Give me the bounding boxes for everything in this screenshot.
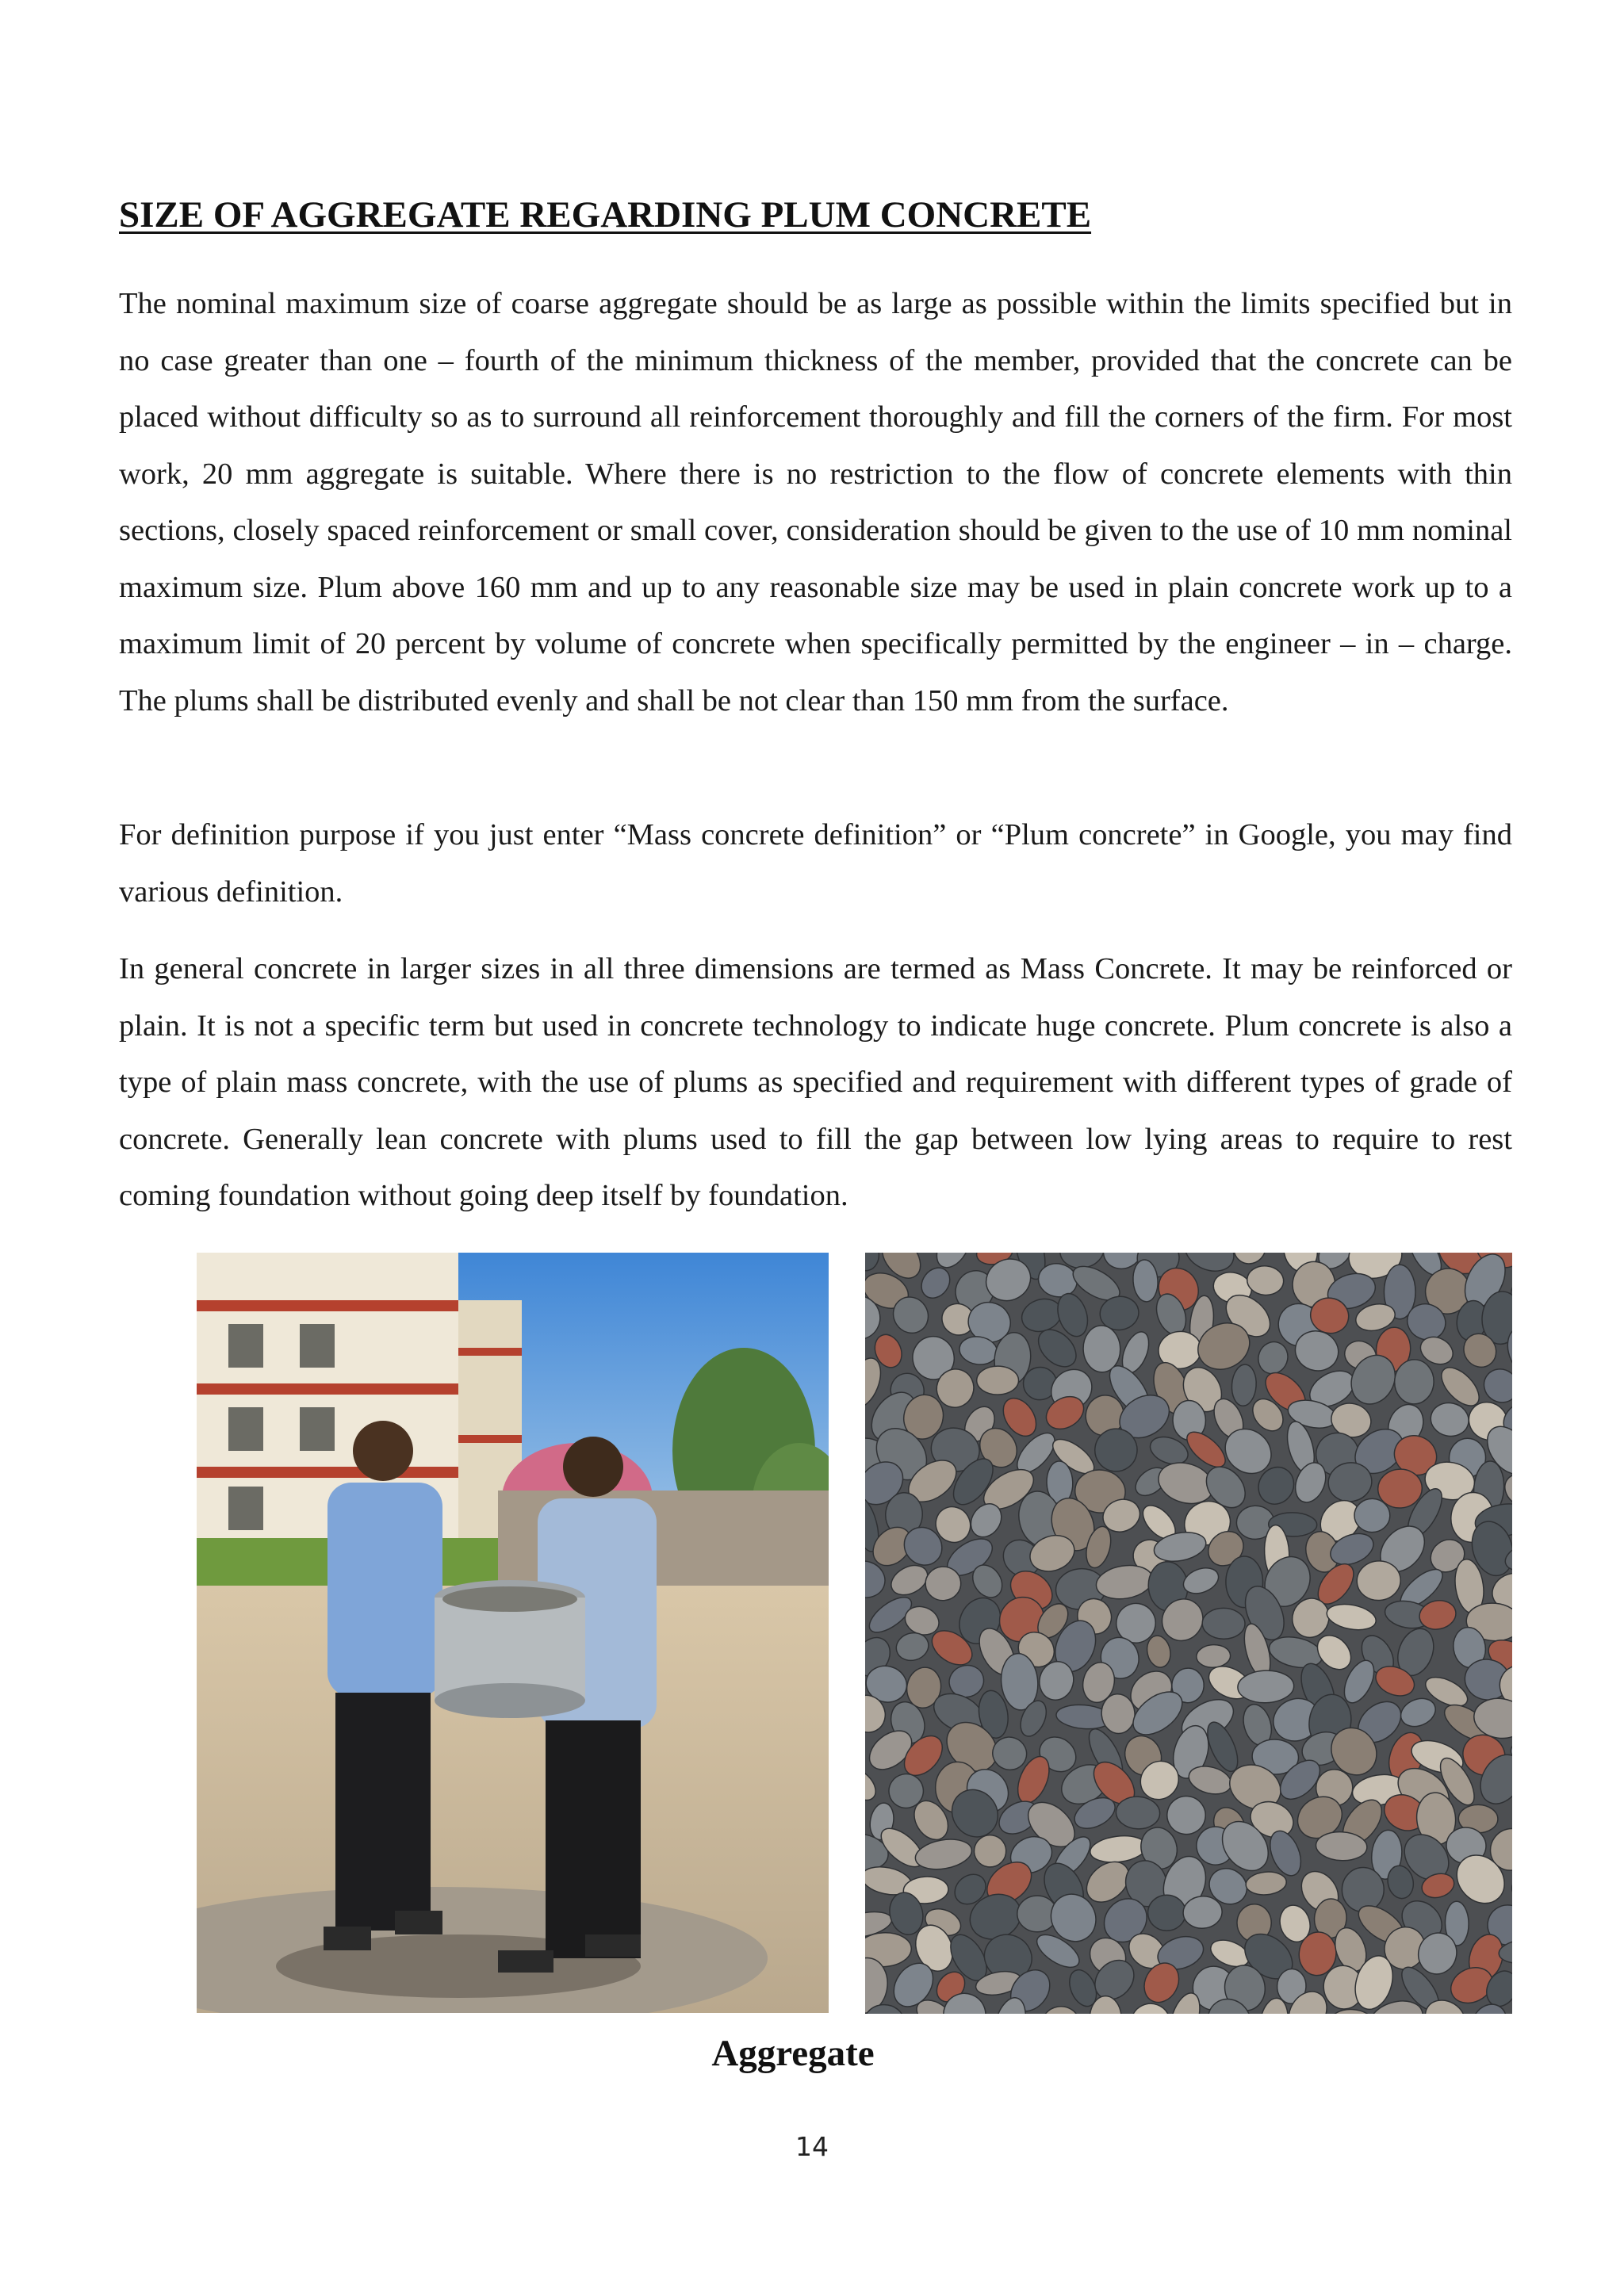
pebble: [1148, 1895, 1186, 1931]
workers-photo-illustration: [197, 1253, 829, 2013]
page-number: 14: [795, 2131, 829, 2162]
workers-carrying-bucket-photo: [197, 1253, 829, 2013]
body-paragraph-3: In general concrete in larger sizes in all three dimensions are termed as Mass Concrete. It may be reinforced or plain. It is not a specific term but used in concrete technology to indicate huge concrete. Plum concrete is also a type of plain mass concrete, with the use of plums as specified and requirement with different types of grade of concrete. Generally lean concrete with plums used to fill the gap between low lying areas to require to rest coming foundation without going deep itself by foundation.: [119, 952, 1512, 1212]
aggregate-photo-illustration: [865, 1253, 1512, 2014]
pebble: [1341, 1867, 1385, 1913]
figure-caption: Aggregate: [711, 2033, 875, 2074]
section-heading: SIZE OF AGGREGATE REGARDING PLUM CONCRETE: [119, 194, 1092, 235]
body-paragraph-2: For definition purpose if you just enter “Mass concrete definition” or “Plum concrete” in Google, you may find various definition.: [119, 818, 1512, 909]
body-paragraph-1: The nominal maximum size of coarse aggregate should be as large as possible within the limits specified but in no case greater than one – fourth of the minimum thickness of the member, provided that the concrete can be placed without difficulty so as to surround all reinforcement thoroughly and fill the corners of the firm. For most work, 20 mm aggregate is suitable. Where there is no restriction to the flow of concrete elements with thin sections, closely spaced reinforcement or small cover, consideration should be given to the use of 10 mm nominal maximum size. Plum above 160 mm and up to any reasonable size may be used in plain concrete work up to a maximum limit of 20 percent by volume of concrete when specifically permitted by the engineer – in – charge. The plums shall be distributed evenly and shall be not clear than 150 mm from the surface.: [119, 287, 1512, 718]
aggregate-stones-photo: [865, 1253, 1512, 2014]
pebble: [977, 1366, 1019, 1395]
pebble: [1354, 1498, 1390, 1533]
pebble: [1202, 1608, 1245, 1640]
